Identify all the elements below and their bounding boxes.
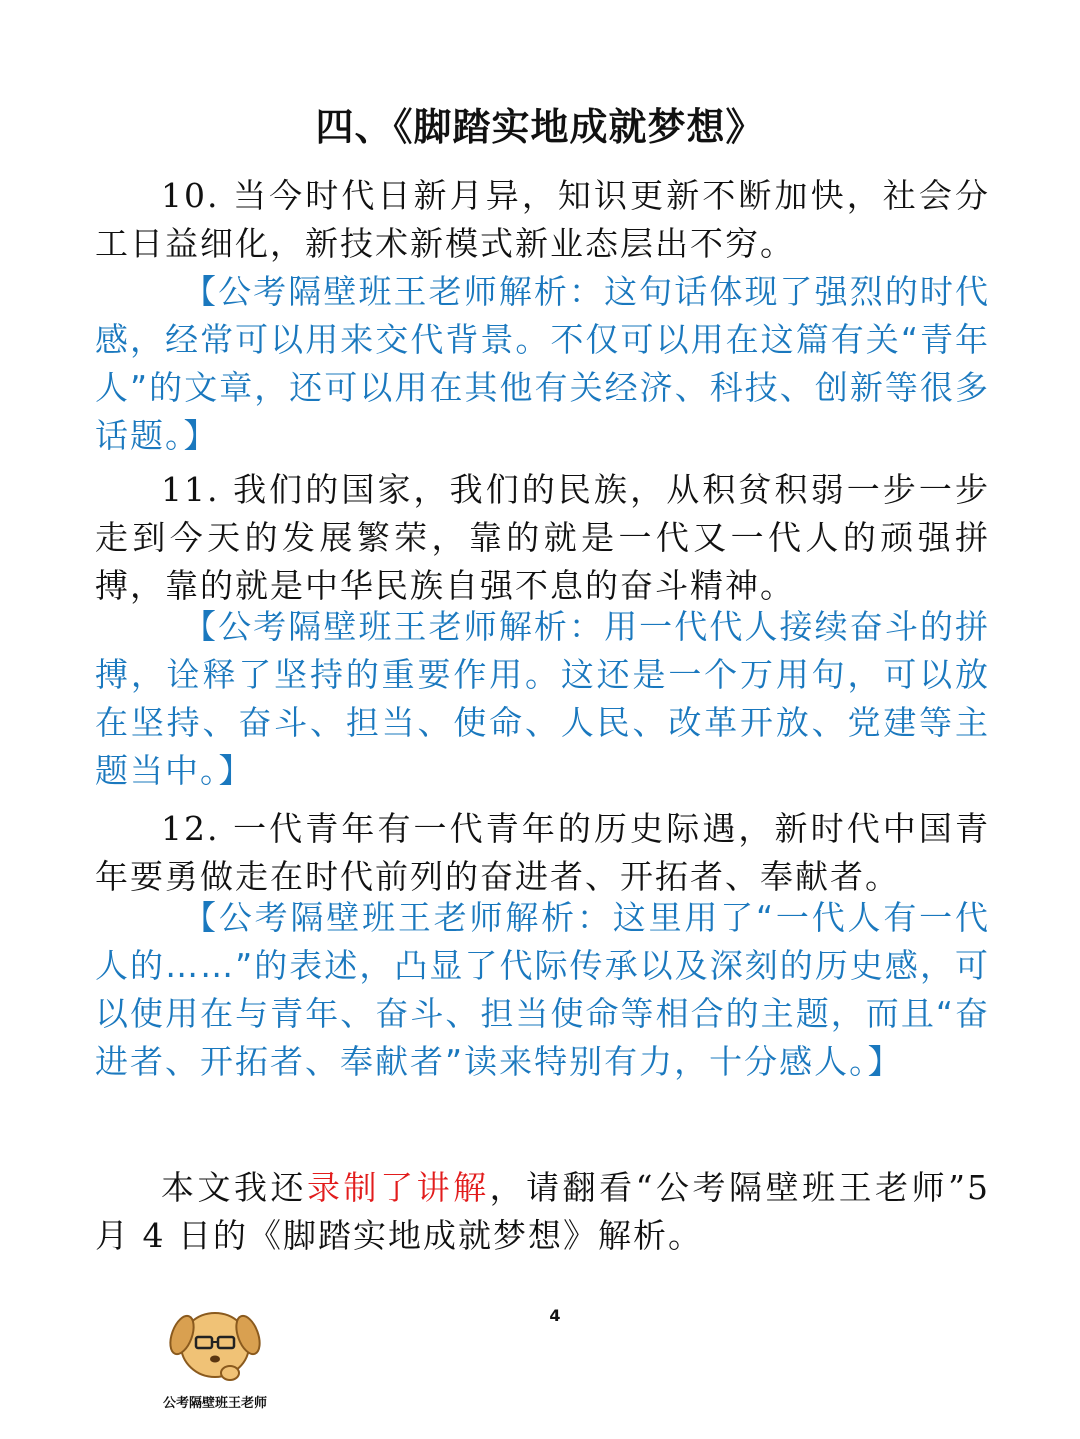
- analysis-note-12: 【公考隔壁班王老师解析：这里用了“一代人有一代人的……”的表述，凸显了代际传承以及深刻的历史感，可以使用在与青年、奋斗、担当使命等相合的主题，而且“奋进者、开拓者、奉献者”读来特别有力，十分感人。】: [95, 898, 990, 1081]
- sentence-11: 11. 我们的国家，我们的民族，从积贫积弱一步一步走到今天的发展繁荣，靠的就是一代又一代人的顽强拼搏，靠的就是中华民族自强不息的奋斗精神。: [95, 470, 990, 605]
- teacher-dog-logo-icon: [160, 1295, 270, 1385]
- closing-text-end: ，请翻看“公考隔壁班王老师”5 月 4 日的《脚踏实地成就梦想》解析。: [95, 1168, 990, 1255]
- analysis-note-11: 【公考隔壁班王老师解析：用一代代人接续奋斗的拼搏，诠释了坚持的重要作用。这还是一个万用句，可以放在坚持、奋斗、担当、使命、人民、改革开放、党建等主题当中。】: [95, 607, 990, 790]
- closing-paragraph: [95, 1164, 990, 1260]
- sentence-10: 10. 当今时代日新月异，知识更新不断加快，社会分工日益细化，新技术新模式新业态层出不穷。: [95, 176, 990, 263]
- closing-text-start: 本文我还: [161, 1168, 308, 1207]
- logo-caption: 公考隔壁班王老师: [162, 1396, 267, 1411]
- sentence-12: 12. 一代青年有一代青年的历史际遇，新时代中国青年要勇做走在时代前列的奋进者、开拓者、奉献者。: [95, 809, 990, 896]
- recorded-explanation-highlight: 录制了讲解: [307, 1168, 490, 1207]
- page-number: 4: [549, 1306, 561, 1325]
- page-title: 四、《脚踏实地成就梦想》: [315, 104, 765, 149]
- analysis-note-10: 【公考隔壁班王老师解析：这句话体现了强烈的时代感，经常可以用来交代背景。不仅可以用在这篇有关“青年人”的文章，还可以用在其他有关经济、科技、创新等很多话题。】: [95, 272, 990, 455]
